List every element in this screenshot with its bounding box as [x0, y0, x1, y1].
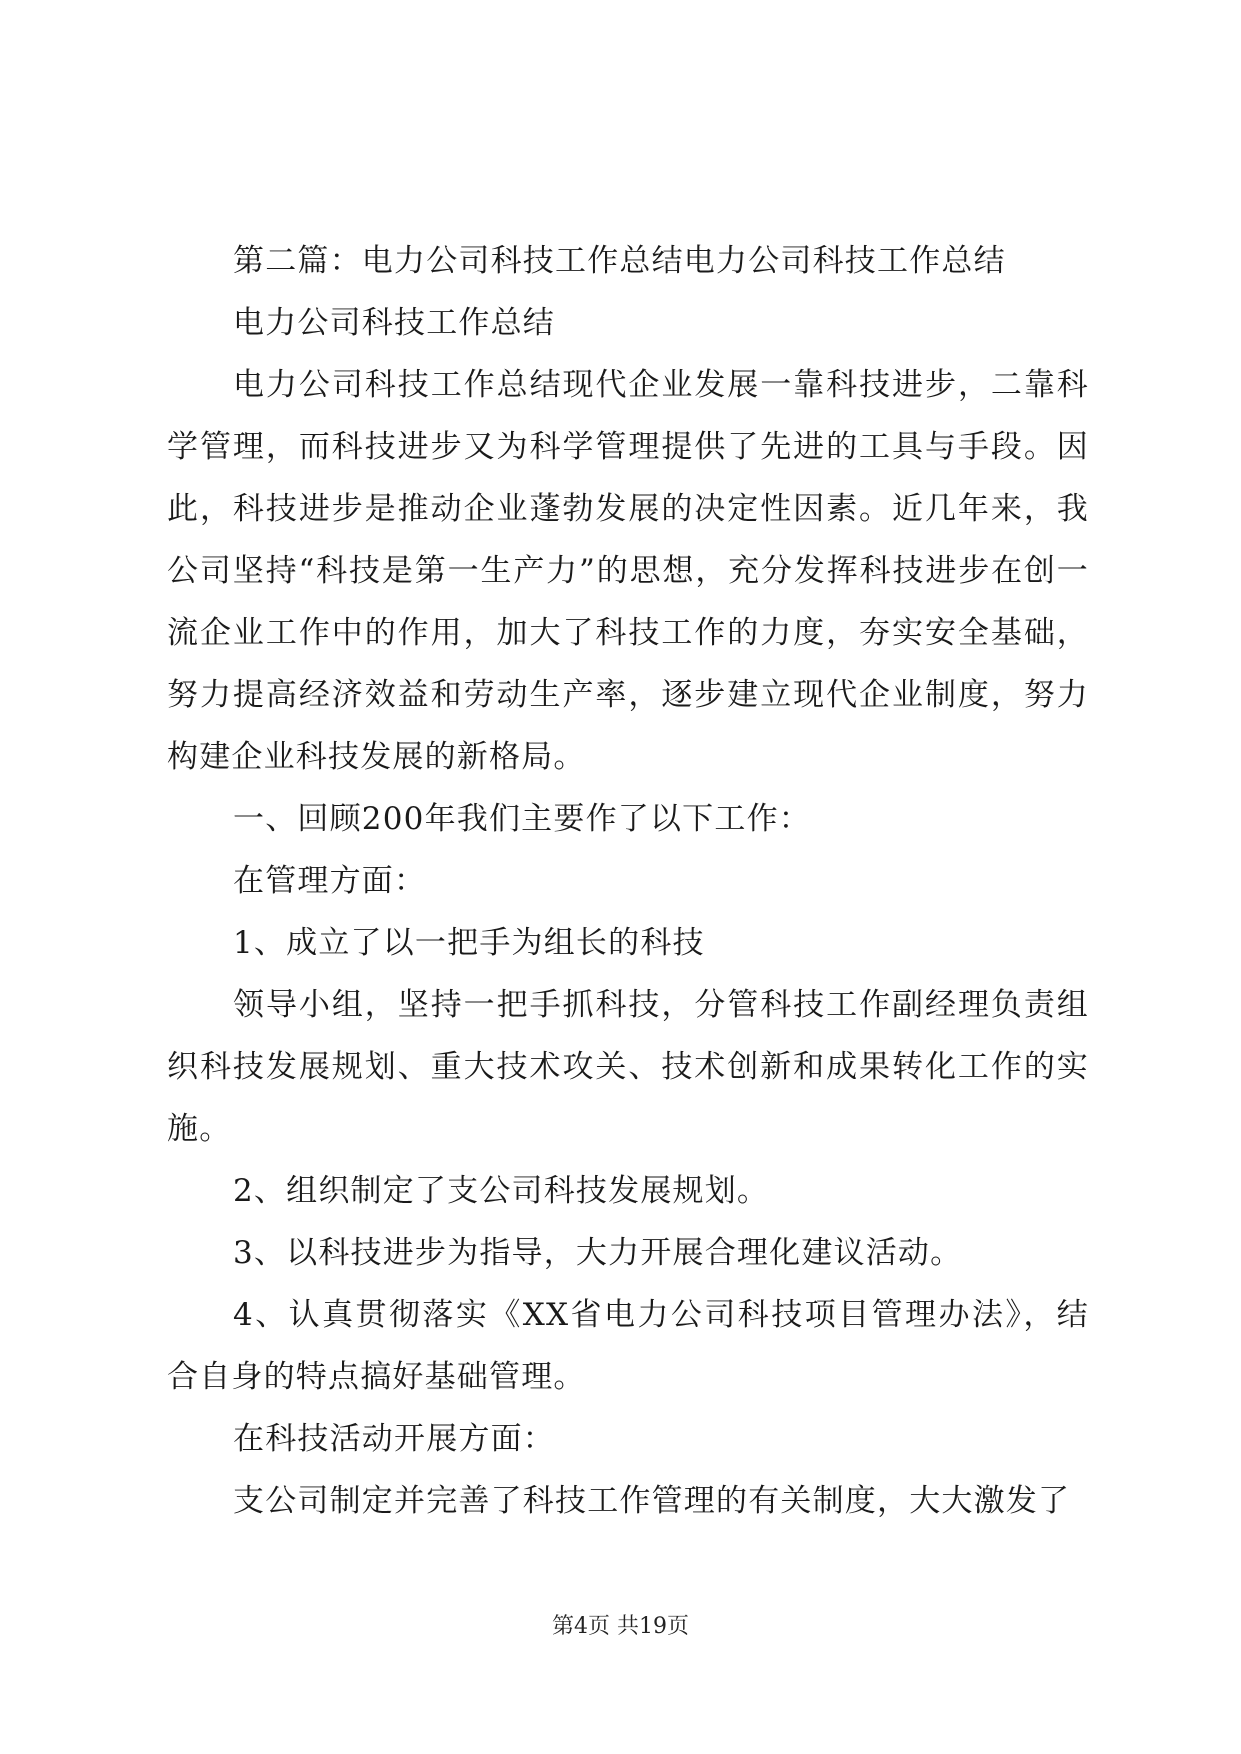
list-item-1-continued: 领导小组，坚持一把手抓科技，分管科技工作副经理负责组织科技发展规划、重大技术攻关、技术创新和成果转化工作的实施。 [167, 987, 1089, 1147]
list-item-4: 4、认真贯彻落实《XX省电力公司科技项目管理办法》，结合自身的特点搞好基础管理。 [167, 1297, 1089, 1395]
subtitle: 电力公司科技工作总结 [233, 305, 555, 341]
page-number-footer: 第4页 共19页 [552, 1614, 689, 1639]
management-heading: 在管理方面： [233, 863, 427, 899]
intro-paragraph: 电力公司科技工作总结现代企业发展一靠科技进步，二靠科学管理，而科技进步又为科学管理提供了先进的工具与手段。因此，科技进步是推动企业蓬勃发展的决定性因素。近几年来，我公司坚持“科技是第一生产力”的思想，充分发挥科技进步在创一流企业工作中的作用，加大了科技工作的力度，夯实安全基础，努力提高经济效益和劳动生产率，逐步建立现代企业制度，努力构建企业科技发展的新格局。 [167, 367, 1089, 775]
list-item-3: 3、以科技进步为指导，大力开展合理化建议活动。 [233, 1235, 963, 1271]
list-item-2: 2、组织制定了支公司科技发展规划。 [233, 1173, 770, 1209]
activities-paragraph: 支公司制定并完善了科技工作管理的有关制度，大大激发了 [233, 1483, 1071, 1519]
section-heading: 第二篇：电力公司科技工作总结电力公司科技工作总结 [233, 243, 1006, 279]
activities-heading: 在科技活动开展方面： [233, 1421, 555, 1457]
review-heading: 一、回顾200年我们主要作了以下工作： [233, 801, 811, 837]
list-item-1: 1、成立了以一把手为组长的科技 [233, 925, 705, 961]
document-body [167, 230, 1089, 1532]
